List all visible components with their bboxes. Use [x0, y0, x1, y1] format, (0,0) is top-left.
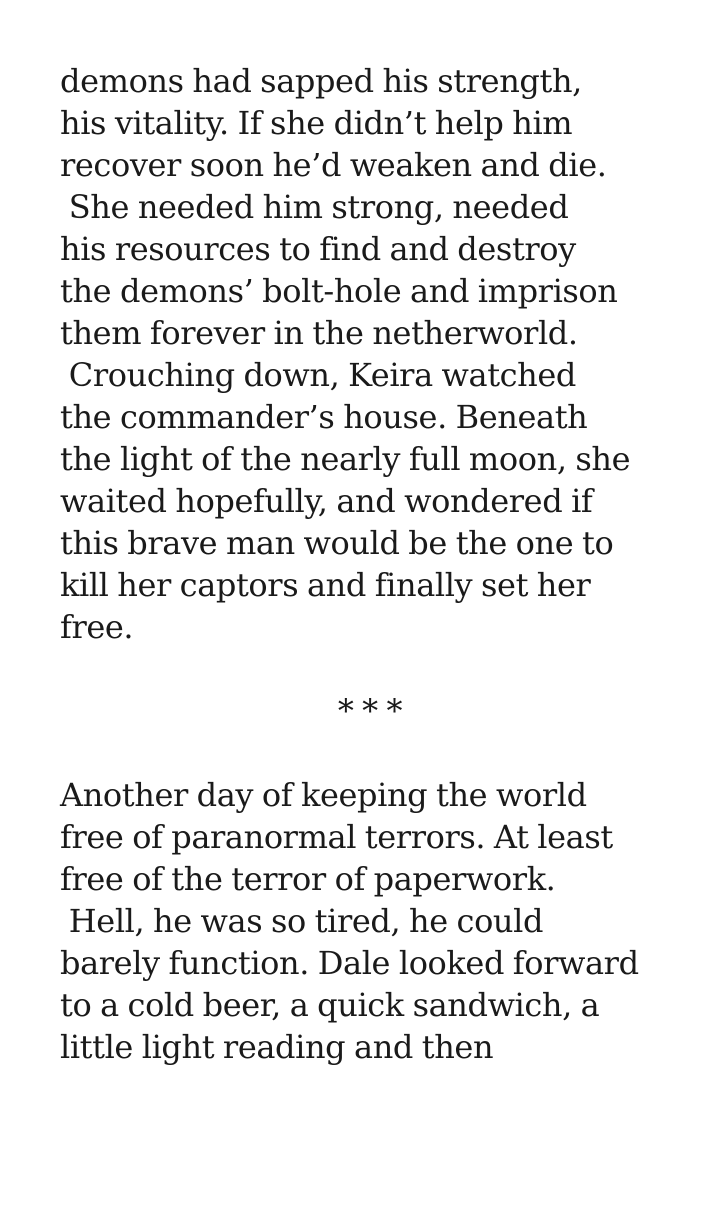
text-line: free of the terror of paperwork.: [60, 860, 556, 898]
paragraph-block-1: [60, 60, 700, 648]
text-line: free of paranormal terrors. At least: [60, 818, 613, 856]
text-line: the demons’ bolt-hole and imprison: [60, 272, 618, 310]
text-line: the light of the nearly full moon, she: [60, 440, 631, 478]
text-line: kill her captors and finally set her: [60, 566, 591, 604]
text-line: recover soon he’d weaken and die.: [60, 146, 607, 184]
text-line: to a cold beer, a quick sandwich, a: [60, 986, 600, 1024]
spacer: [60, 648, 700, 690]
book-page: [60, 60, 700, 1068]
text-line: Another day of keeping the world: [60, 776, 587, 814]
text-line: Crouching down, Keira watched: [60, 356, 577, 394]
text-line: this brave man would be the one to: [60, 524, 614, 562]
text-line: his resources to find and destroy: [60, 230, 576, 268]
text-line: them forever in the netherworld.: [60, 314, 578, 352]
text-line: little light reading and then: [60, 1028, 494, 1066]
text-line: She needed him strong, needed: [60, 188, 569, 226]
text-line: demons had sapped his strength,: [60, 62, 582, 100]
paragraph-block-2: [60, 774, 700, 1068]
text-line: waited hopefully, and wondered if: [60, 482, 593, 520]
text-line: free.: [60, 608, 134, 646]
text-line: his vitality. If she didn’t help him: [60, 104, 573, 142]
spacer: [60, 732, 700, 774]
text-line: barely function. Dale looked forward: [60, 944, 639, 982]
scene-break: * * *: [337, 692, 403, 730]
text-line: the commander’s house. Beneath: [60, 398, 588, 436]
text-line: Hell, he was so tired, he could: [60, 902, 544, 940]
